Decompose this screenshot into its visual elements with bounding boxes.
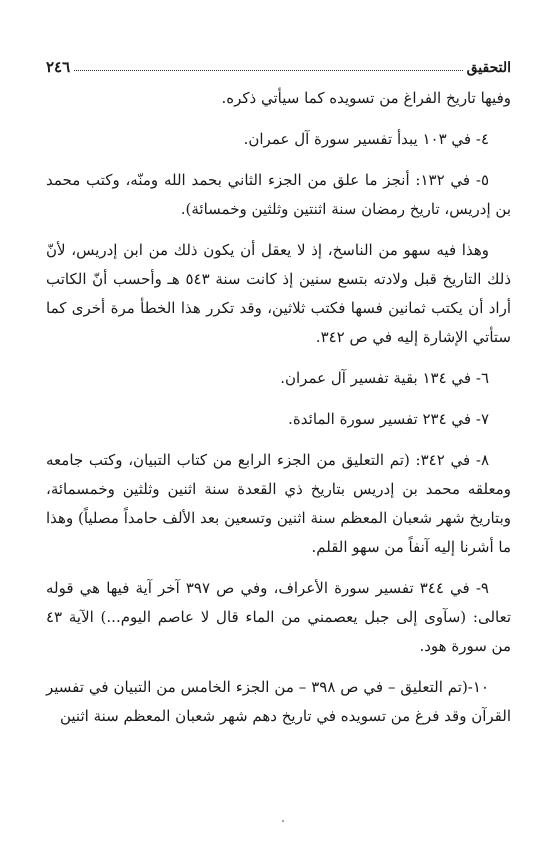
page-number: ٢٤٦ (46, 58, 71, 76)
list-item-9: ٩- في ٣٤٤ تفسير سورة الأعراف، وفي ص ٣٩٧ آخر آية فيها هي قوله تعالى: (سآوى إلى جبل يعصمني من الماء قال لا عاصم اليوم...) الآية ٤٣ من سورة هود. (46, 579, 511, 655)
list-item-8: ٨- في ٣٤٢: (تم التعليق من الجزء الرابع من كتاب التبيان، وكتب جامعه ومعلقه محمد بن إدريس بتاريخ ذي القعدة سنة اثنين وثلثين وخمسمائة، وبتاريخ شهر شعبان المعظم سنة اثنين وتسعين بعد الألف حامداً مصلياً) وهذا ما أشرنا إليه آنفاً من سهو القلم. (46, 451, 511, 556)
running-header (46, 50, 511, 76)
paragraph-commentary: وهذا فيه سهو من الناسخ، إذ لا يعقل أن يكون ذلك من ابن إدريس، لأنّ ذلك التاريخ قبل ولادته بتسع سنين إذ كانت سنة ٥٤٣ هـ وأحسب أنّ الكاتب أراد أن يكتب ثمانين فسها فكتب ثلاثين، وقد تكرر هذا الخطأ مرة أخرى كما ستأتي الإشارة إليه في ص ٣٤٢. (46, 241, 511, 346)
running-title: التحقيق (466, 60, 511, 76)
header-dotted-leader (74, 70, 462, 71)
list-item-4: ٤- في ١٠٣ يبدأ تفسير سورة آل عمران. (243, 130, 489, 148)
body-text (46, 84, 511, 743)
list-item-6: ٦- في ١٣٤ بقية تفسير آل عمران. (280, 369, 489, 387)
list-item-5: ٥- في ١٣٢: أنجز ما علق من الجزء الثاني بحمد الله ومنّه، وكتب محمد بن إدريس، تاريخ رمضان سنة اثنتين وثلثين وخمسائة). (46, 171, 511, 218)
list-item-7: ٧- في ٢٣٤ تفسير سورة المائدة. (288, 410, 489, 428)
paragraph-continuation: وفيها تاريخ الفراغ من تسويده كما سيأتي ذكره. (221, 89, 511, 107)
page-speck (282, 820, 284, 822)
list-item-10: ١٠-(تم التعليق – في ص ٣٩٨ – من الجزء الخامس من التبيان في تفسير القرآن وقد فرغ من تسويده في تاريخ دهم شهر شعبان المعظم سنة اثنين (46, 678, 511, 725)
